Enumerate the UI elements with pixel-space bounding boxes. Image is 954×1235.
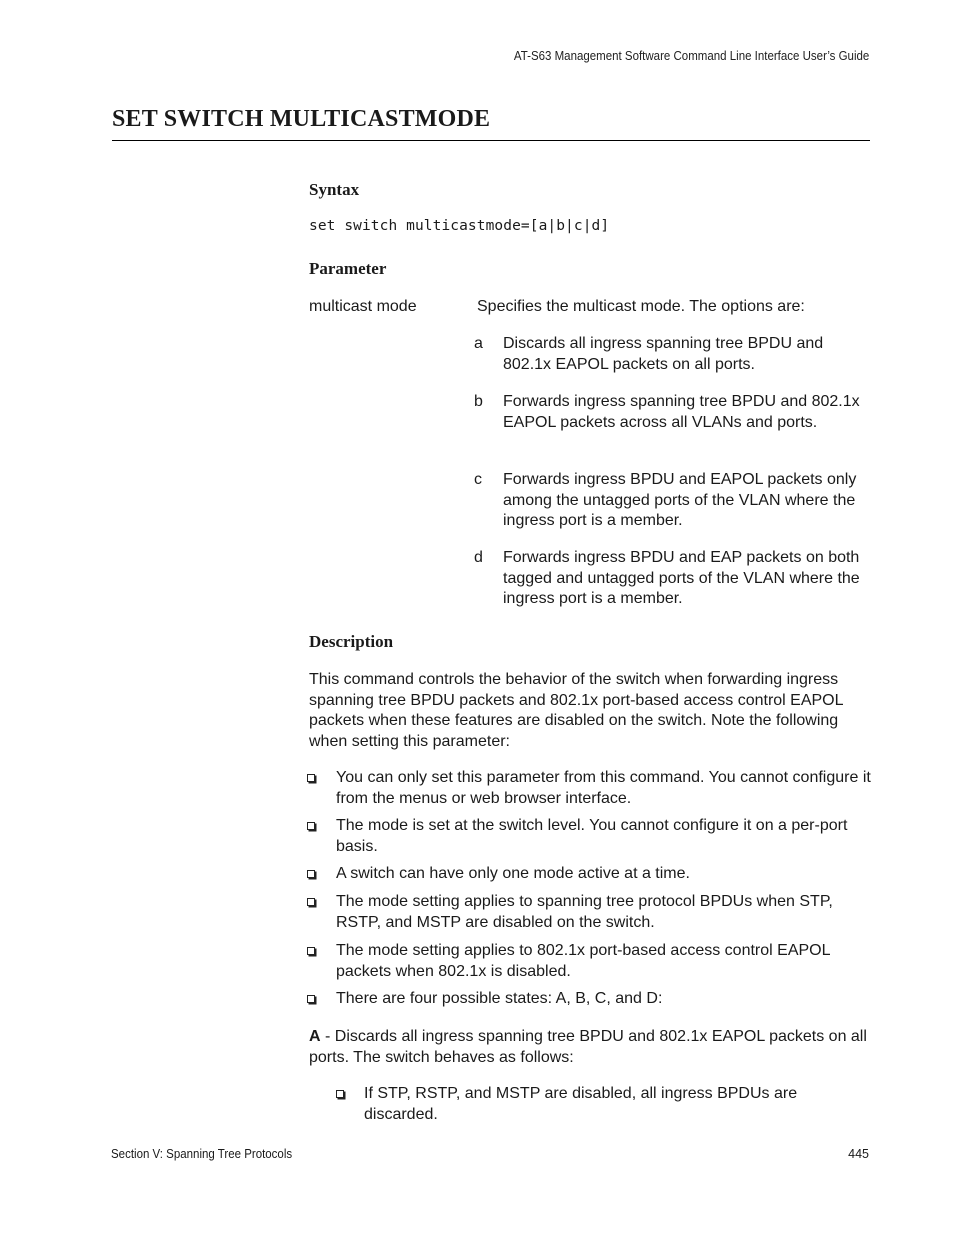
checkbox-bullet-icon [307,774,315,782]
option-text: Discards all ingress spanning tree BPDU and 802.1x EAPOL packets on all ports. [503,335,824,373]
title-rule [112,140,870,141]
option-text: Forwards ingress spanning tree BPDU and 802.1x EAPOL packets across all VLANs and ports. [503,393,860,431]
state-a-text: - Discards all ingress spanning tree BPDU and 802.1x EAPOL packets on all ports. The switch behaves as follows: [309,1028,867,1066]
footer-page-number: 445 [848,1147,869,1161]
state-a-paragraph [309,1027,869,1068]
checkbox-bullet-icon [307,870,315,878]
description-paragraph: This command controls the behavior of the switch when forwarding ingress spanning tree BPDU packets and 802.1x port-based access control EAPOL packets when these features are disabled on the switch. Note the following when setting this parameter: [309,671,843,750]
description-heading: Description [309,632,394,651]
state-a-label: A [309,1028,321,1045]
running-header: AT-S63 Management Software Command Line Interface User’s Guide [513,49,869,63]
parameter-description: Specifies the multicast mode. The options are: [477,298,805,315]
footer-section: Section V: Spanning Tree Protocols [111,1147,293,1161]
option-text: Forwards ingress BPDU and EAP packets on both tagged and untagged ports of the VLAN where the ingress port is a member. [503,549,860,607]
checkbox-bullet-icon [307,898,315,906]
checkbox-bullet-icon [307,947,315,955]
syntax-command: set switch multicastmode=[a|b|c|d] [309,218,610,234]
option-letter: a [474,335,483,352]
checkbox-bullet-icon [307,822,315,830]
parameter-name: multicast mode [309,298,417,315]
option-text: Forwards ingress BPDU and EAPOL packets only among the untagged ports of the VLAN where the ingress port is a member. [503,471,857,529]
checkbox-bullet-icon [336,1090,344,1098]
parameter-heading: Parameter [309,259,387,278]
option-letter: c [474,471,482,488]
option-letter: b [474,393,483,410]
option-letter: d [474,549,483,566]
syntax-heading: Syntax [309,180,360,199]
checkbox-bullet-icon [307,995,315,1003]
page-title: SET SWITCH MULTICASTMODE [112,106,491,132]
